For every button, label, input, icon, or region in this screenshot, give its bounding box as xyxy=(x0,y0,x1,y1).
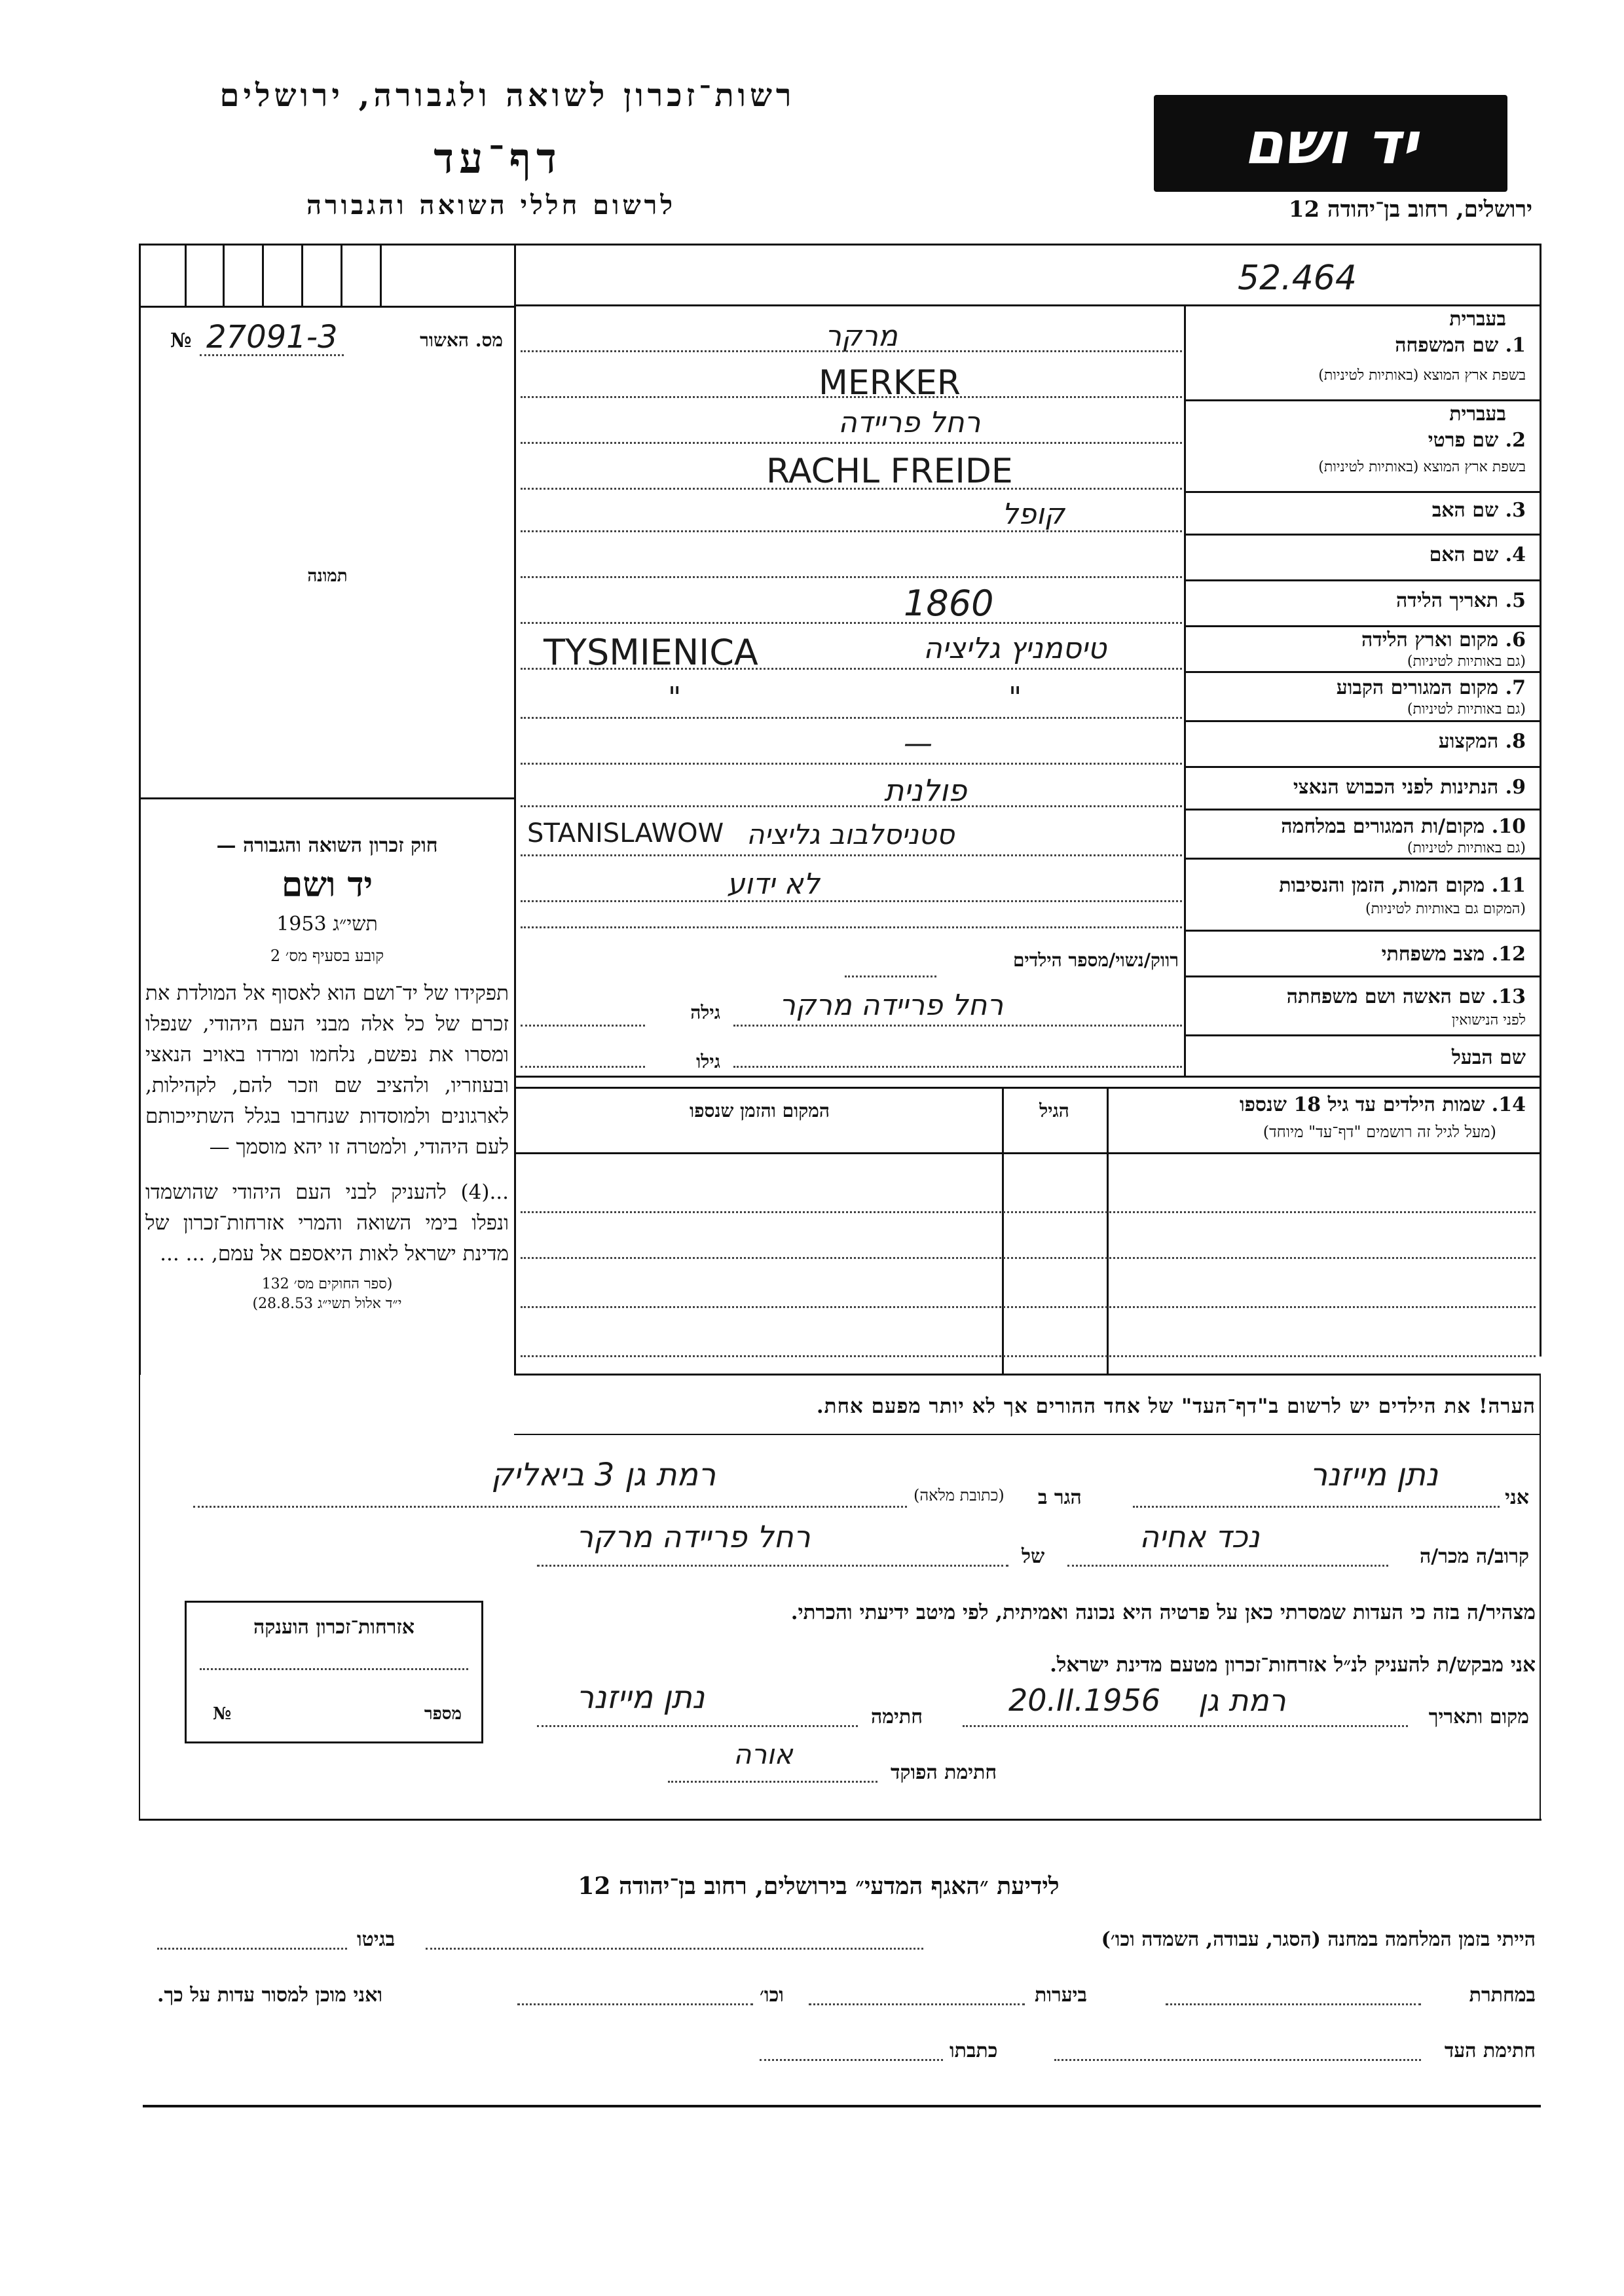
witness-i-label: אני xyxy=(1505,1486,1529,1509)
field-9-label xyxy=(1293,776,1526,799)
witness-date-value: 20.II.1956 xyxy=(1008,1683,1160,1718)
field-10-num: 10. xyxy=(1491,815,1526,838)
field-7-num: 7. xyxy=(1505,676,1526,699)
approval-no-sign: № xyxy=(170,329,192,352)
field-10-sub: (גם באותיות לטיניות) xyxy=(1407,840,1526,856)
witness-signature-value: נתן מייזנר xyxy=(576,1679,705,1716)
field-6-label-text: מקום וארץ הלידה xyxy=(1361,629,1499,651)
field-10-label xyxy=(1281,815,1526,838)
field-2-value-he: רחל פריידה xyxy=(838,406,981,439)
field-13-value: רחל פריידה מרקר xyxy=(779,989,1004,1022)
field-9-label-text: הנתינות לפני הכבוש הנאצי xyxy=(1293,776,1499,799)
witness-residing-value: רמת גן 3 ביאליק xyxy=(491,1457,716,1493)
witness-residing-sub: (כתובת מלאה) xyxy=(913,1486,1005,1504)
photo-label: תמונה xyxy=(307,566,348,586)
citizenship-no-sign: № xyxy=(213,1704,232,1724)
children-label xyxy=(1240,1093,1526,1116)
field-8-label-text: המקצוע xyxy=(1438,730,1499,753)
witness-residing-label: הגר ב xyxy=(1038,1486,1082,1509)
authority-title: רשות־זכרון לשואה ולגבורה, ירושלים xyxy=(219,77,796,114)
citizenship-number-label: מספר xyxy=(424,1704,462,1724)
witness-i-value: נתן מייזנר xyxy=(1310,1457,1439,1493)
children-num: 14. xyxy=(1491,1093,1526,1116)
law-body: תפקידו של יד־ושם הוא לאסוף אל המולדת את זכרם של כל אלה מבני העם היהודי, שנפלו ומסרו את נפשם, נלחמו ומרדו באויב הנאצי ובעוזריו, ולהציב שם וזכר להם, לקהילות, לארגונים ולמוסדות שנחרבו בגלל השתייכותם לעם היהודי, ולמטרה זו יהא מוסמך — xyxy=(145,981,509,1159)
field-13-sub: לפני הנישואין xyxy=(1451,1012,1526,1029)
field-1-sub: בשפת ארץ המוצא (באותיות לטיניות) xyxy=(1318,367,1526,384)
law-body-2: ...(4) להעניק לבני העם היהודי שהושמדו ונפלו בימי השואה והמרי אזרחות־זכרון של מדינת ישראל לאות היאספם אל עמם, ... ... xyxy=(145,1180,509,1266)
approval-label: מס. האשור xyxy=(420,329,503,351)
field-7-sub: (גם באותיות לטיניות) xyxy=(1407,701,1526,718)
field-9-value: פולנית xyxy=(884,773,967,808)
field-1-value-lat: MERKER xyxy=(819,363,961,403)
field-6-num: 6. xyxy=(1505,629,1526,651)
children-sub: (מעל לגיל זה רושמים "דף־עד" מיוחד) xyxy=(1263,1123,1496,1141)
field-husband-age-label: גילו xyxy=(696,1051,720,1072)
field-2-label-text: שם פרטי xyxy=(1428,429,1499,452)
field-2-num: 2. xyxy=(1505,429,1526,452)
children-label-text: שמות הילדים עד גיל 18 שנספו xyxy=(1239,1093,1485,1116)
field-4-label-text: שם האם xyxy=(1429,543,1499,566)
footer-title: לידיעת ״האגף המדעי״ בירושלים, רחוב בן־יהודה 12 xyxy=(578,1872,1060,1900)
children-col-place: המקום והזמן שנספו xyxy=(690,1100,830,1121)
field-12-label xyxy=(1382,943,1526,966)
field-7-label xyxy=(1337,676,1526,699)
citizenship-box xyxy=(185,1601,483,1743)
witness-place-date-label: מקום ותאריך xyxy=(1428,1705,1529,1728)
field-3-value: קופל xyxy=(1002,498,1065,531)
field-10-value-he: סטניסלבוב גליציה xyxy=(747,818,955,850)
field-7-value: " xyxy=(668,681,682,714)
field-6-value-lat: TYSMIENICA xyxy=(544,632,758,673)
law-source: (ספר החוקים מס׳ 132 xyxy=(261,1276,393,1292)
field-12-num: 12. xyxy=(1491,943,1526,966)
children-col-age: הגיל xyxy=(1039,1100,1069,1121)
form-title: דף־עד xyxy=(434,134,562,183)
witness-place-value: רמת גן xyxy=(1198,1683,1286,1718)
corner-number: 52.464 xyxy=(1238,259,1357,298)
form-subtitle: לרשום חללי השואה והגבורה xyxy=(306,190,676,221)
field-6-value-he: טיסמניץ גליציה xyxy=(923,632,1107,665)
field-4-num: 4. xyxy=(1505,543,1526,566)
footer-line-1-b: בגיטו xyxy=(357,1928,396,1951)
footer-line-3-a: חתימת העד xyxy=(1444,2039,1536,2062)
field-12-value: רווק/נשוי/מספר הילדים xyxy=(1012,949,1179,971)
logo-text: יד ושם xyxy=(1244,109,1418,177)
address: ירושלים, רחוב בן־יהודה 12 xyxy=(1288,196,1532,223)
field-3-label xyxy=(1432,499,1526,522)
field-1-label-text: שם המשפחה xyxy=(1395,334,1499,357)
field-5-label-text: תאריך הלידה xyxy=(1396,589,1499,612)
footer-line-2-d: ואני מוכן למסור עדות על כך. xyxy=(157,1984,383,2007)
field-11-value: לא ידוע xyxy=(727,867,820,901)
field-6-label xyxy=(1361,629,1526,651)
approval-row xyxy=(151,319,511,363)
witness-of-value: רחל פריידה מרקר xyxy=(576,1519,811,1554)
field-11-sub: (המקום גם באותיות לטיניות) xyxy=(1365,901,1526,917)
field-3-label-text: שם האב xyxy=(1431,499,1499,522)
yad-vashem-logo xyxy=(1154,95,1507,192)
field-13-age-label: גילה xyxy=(690,1002,720,1023)
field-1-value-he: מרקר xyxy=(825,319,898,353)
field-3-num: 3. xyxy=(1505,499,1526,522)
witness-officer-label: חתימת הפוקד xyxy=(891,1761,997,1784)
witness-relative-label: קרוב/ה מכר/ה xyxy=(1420,1545,1529,1568)
field-11-label xyxy=(1279,874,1526,897)
field-7-value-2: " xyxy=(1008,681,1022,714)
footer-line-3-b: כתבתו xyxy=(950,2039,998,2062)
field-12-label-text: מצב משפחתי xyxy=(1381,943,1485,966)
field-13-label xyxy=(1287,985,1526,1008)
field-8-num: 8. xyxy=(1505,730,1526,753)
footer-line-2-c: וכו׳ xyxy=(760,1984,784,2007)
field-4-label xyxy=(1430,543,1526,566)
field-5-value: 1860 xyxy=(904,583,994,624)
field-2-hebrew-tag: בעברית xyxy=(1449,403,1506,426)
witness-signature-label: חתימה xyxy=(871,1705,923,1728)
footer-line-1-a: הייתי בזמן המלחמה במחנה (הסגר, עבודה, השמדה וכו׳) xyxy=(1101,1928,1536,1951)
witness-relative-value: נכד אחיה xyxy=(1139,1519,1260,1554)
field-13-label-text: שם האשה ושם משפחתה xyxy=(1286,985,1485,1008)
field-husband-label-text: שם הבעל xyxy=(1451,1046,1526,1069)
law-year: תשי״ג 1953 xyxy=(276,913,378,936)
field-11-num: 11. xyxy=(1491,874,1526,897)
witness-declare: מצהיר/ה בזה כי העדות שמסרתי כאן על פרטיה היא נכונה ואמיתית, לפי מיטב ידיעתי והכרתי. xyxy=(790,1601,1536,1624)
field-11-label-text: מקום המות, הזמן והנסיבות xyxy=(1279,874,1485,897)
footer-line-2-b: ביערות xyxy=(1035,1984,1088,2007)
field-1-hebrew-tag: בעברית xyxy=(1449,308,1506,331)
field-2-value-lat: RACHL FREIDE xyxy=(766,452,1013,491)
field-husband-label xyxy=(1452,1046,1526,1069)
note: הערה! את הילדים יש לרשום ב"דף־העד" של אחד ההורים אך לא יותר מפעם אחת. xyxy=(816,1394,1536,1418)
field-1-num: 1. xyxy=(1505,334,1526,357)
field-13-num: 13. xyxy=(1491,985,1526,1008)
field-6-sub: (גם באותיות לטיניות) xyxy=(1407,653,1526,670)
field-5-label xyxy=(1396,589,1526,612)
witness-of-label: של xyxy=(1022,1545,1045,1568)
field-2-sub: בשפת ארץ המוצא (באותיות לטיניות) xyxy=(1318,459,1526,475)
field-7-label-text: מקום המגורים הקבוע xyxy=(1336,676,1499,699)
field-10-label-text: מקום/ות המגורים במלחמה xyxy=(1281,815,1485,838)
witness-officer-value: אורה xyxy=(733,1738,793,1770)
field-8-value: — xyxy=(904,727,932,760)
law-clause: קובע בסעיף מס׳ 2 xyxy=(270,947,384,965)
law-logo: יד ושם xyxy=(281,865,373,905)
field-8-label xyxy=(1439,730,1526,753)
law-title: חוק זכרון השואה והגבורה — xyxy=(216,834,438,857)
field-2-label xyxy=(1428,429,1526,452)
field-1-label xyxy=(1395,334,1526,357)
law-block xyxy=(145,830,509,1314)
field-9-num: 9. xyxy=(1505,776,1526,799)
citizenship-title: אזרחות־זכרון הוענקה xyxy=(253,1616,415,1639)
law-source-2: י״ד אלול תשי״ג 28.8.53) xyxy=(252,1296,402,1312)
witness-request: אני מבקש/ת להעניק לנ״ל אזרחות־זכרון מטעם מדינת ישראל. xyxy=(1050,1653,1536,1677)
field-10-value-lat: STANISLAWOW xyxy=(527,818,724,848)
footer-line-2-a: במחתרת xyxy=(1469,1984,1536,2007)
approval-value: 27091-3 xyxy=(206,319,338,355)
field-5-num: 5. xyxy=(1505,589,1526,612)
